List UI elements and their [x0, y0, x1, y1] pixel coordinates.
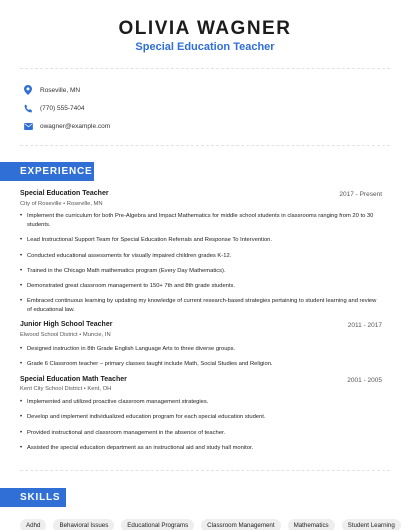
- skills-list: [20, 519, 410, 530]
- job-2-dates: 2011 - 2017: [347, 322, 382, 329]
- job-1-bullet: [20, 282, 380, 291]
- bullet-dot: •: [20, 298, 23, 304]
- experience-heading: EXPERIENCE: [0, 162, 94, 181]
- job-1-bullet: [20, 212, 380, 230]
- job-3-employer: Kent City School District • Kent, OH: [20, 386, 112, 392]
- bullet-dot: •: [20, 283, 23, 289]
- phone-text[interactable]: (770) 555-7404: [40, 104, 85, 112]
- job-2-employer: Elwood School District • Muncie, IN: [20, 332, 111, 338]
- bullet-text: Lead Instructional Support Team for Special Education Referrals and Response To Intervention.: [27, 237, 273, 243]
- location-text: Roseville, MN: [40, 86, 81, 94]
- bullet-text: Grade 6 Classroom teacher – primary classes taught include Math, Social Studies and Religion.: [27, 361, 273, 367]
- job-1-dates: 2017 - Present: [339, 191, 382, 198]
- skills-heading: SKILLS: [0, 488, 66, 507]
- divider: [20, 470, 390, 471]
- divider: [20, 68, 390, 69]
- map-pin-icon: [22, 84, 34, 96]
- job-3-bullet: [20, 398, 380, 407]
- bullet-dot: •: [20, 253, 23, 259]
- bullet-dot: •: [20, 213, 23, 219]
- job-1-employer: City of Roseville • Roseville, MN: [20, 201, 103, 207]
- bullet-text: Implemented and utilized proactive classroom management strategies.: [27, 399, 209, 405]
- job-3-bullet: [20, 413, 380, 422]
- job-1-title: Special Education Teacher: [20, 190, 109, 197]
- bullet-dot: •: [20, 346, 23, 352]
- job-3-dates: 2001 - 2005: [347, 377, 382, 384]
- email-link[interactable]: owagner@example.com: [40, 122, 111, 130]
- job-title-headline: Special Education Teacher: [135, 41, 275, 53]
- bullet-text: Designed instruction in 8th Grade English Language Arts to three diverse groups.: [27, 346, 236, 352]
- bullet-dot: •: [20, 268, 23, 274]
- bullet-text: Assisted the special education department as an instructional aid and study hall monitor.: [27, 445, 254, 451]
- job-3-title: Special Education Math Teacher: [20, 376, 127, 383]
- candidate-name: OLIVIA WAGNER: [118, 18, 292, 39]
- bullet-dot: •: [20, 361, 23, 367]
- bullet-text: Trained in the Chicago Math mathematics program (Every Day Mathematics).: [27, 268, 226, 274]
- envelope-icon: [22, 120, 34, 132]
- skill-tag: Classroom Management: [201, 519, 280, 530]
- job-2-title: Junior High School Teacher: [20, 321, 113, 328]
- bullet-text: Embraced continuous learning by updating my knowledge of current research-based strategies pertaining to student learning and review of educational law.: [27, 298, 377, 313]
- job-1-bullet: [20, 267, 380, 276]
- contact-phone: [22, 101, 84, 115]
- skill-tag: Educational Programs: [121, 519, 194, 530]
- bullet-text: Provided instructional and classroom management in the absence of teacher.: [27, 430, 226, 436]
- job-2-bullet: [20, 360, 380, 369]
- bullet-text: Demonstrated great classroom management to 150+ 7th and 8th grade students.: [27, 283, 236, 289]
- divider: [20, 145, 390, 146]
- skill-tag: Student Learning: [342, 519, 401, 530]
- contact-email: [22, 119, 110, 133]
- bullet-dot: •: [20, 399, 23, 405]
- bullet-dot: •: [20, 430, 23, 436]
- skill-tag: Behavioral Issues: [53, 519, 114, 530]
- job-3-bullet: [20, 429, 380, 438]
- job-1-bullet: [20, 236, 380, 245]
- job-2-bullet: [20, 345, 380, 354]
- bullet-text: Conducted educational assessments for visually impaired children grades K-12.: [27, 253, 232, 259]
- job-1-bullet: [20, 297, 380, 315]
- phone-icon: [22, 102, 34, 114]
- job-3-bullet: [20, 444, 380, 453]
- job-1-bullet: [20, 252, 380, 261]
- skill-tag: Mathematics: [288, 519, 335, 530]
- bullet-text: Develop and implement individualized education program for each special education student.: [27, 414, 266, 420]
- skill-tag: Adhd: [20, 519, 46, 530]
- bullet-dot: •: [20, 445, 23, 451]
- contact-location: [22, 83, 80, 97]
- bullet-text: Implement the curriculum for both Pre-Algebra and Impact Mathematics for middle school students in classrooms ranging from 20 to 30 students.: [27, 213, 374, 228]
- bullet-dot: •: [20, 237, 23, 243]
- bullet-dot: •: [20, 414, 23, 420]
